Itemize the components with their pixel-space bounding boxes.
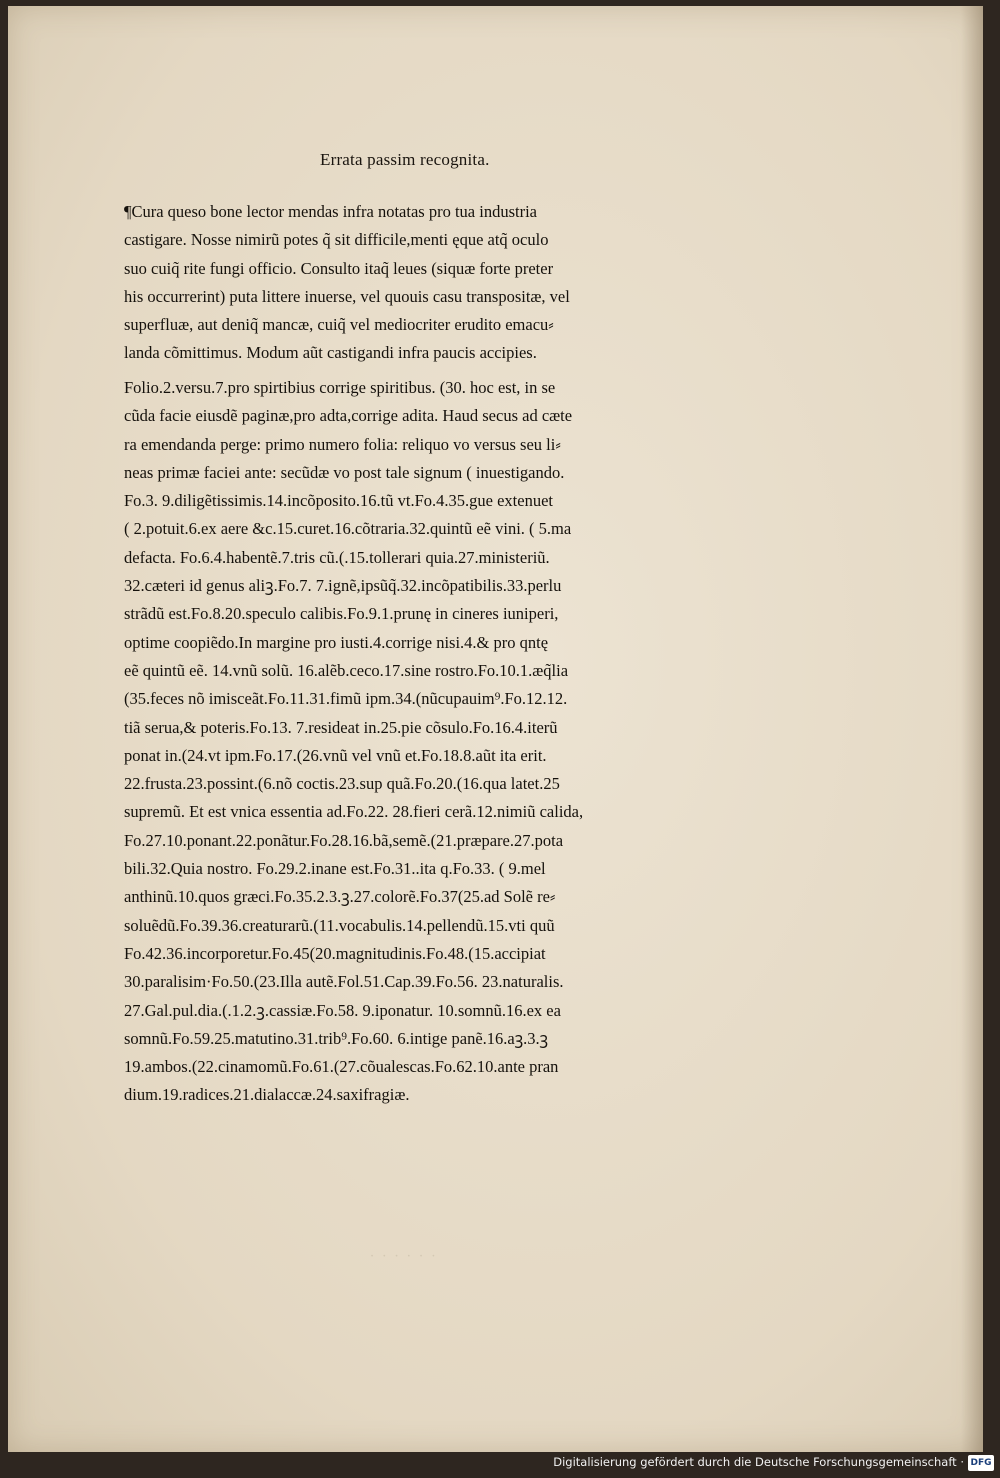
errata-line: bili.32.Quia nostro. Fo.29.2.inane est.Fo.31..ita q.Fo.33. ( 9.mel bbox=[124, 859, 546, 879]
document-page bbox=[8, 6, 983, 1452]
errata-line: defacta. Fo.6.4.habentẽ.7.tris cũ.(.15.tollerari quia.27.ministeriũ. bbox=[124, 547, 550, 567]
errata-line: Fo.27.10.ponant.22.ponãtur.Fo.28.16.bã,semẽ.(21.præpare.27.pota bbox=[124, 830, 564, 850]
errata-line: 30.paralisim·Fo.50.(23.Illa autẽ.Fol.51.Cap.39.Fo.56. 23.naturalis. bbox=[124, 972, 564, 992]
errata-line: (35.feces nõ imisceãt.Fo.11.31.fimũ ipm.34.(nũcupauim⁹.Fo.12.12. bbox=[124, 689, 568, 709]
errata-line: strãdũ est.Fo.8.20.speculo calibis.Fo.9.1.prunę in cineres iuniperi, bbox=[124, 604, 559, 624]
intro-line: suo cuiq̃ rite fungi officio. Consulto itaq̃ leues (siquæ forte preter bbox=[124, 258, 554, 278]
dfg-logo: DFG bbox=[968, 1455, 994, 1471]
errata-line: tiã serua,& poteris.Fo.13. 7.resideat in.25.pie cõsulo.Fo.16.4.iterũ bbox=[124, 717, 558, 737]
errata-line: anthinũ.10.quos græci.Fo.35.2.3.ꝫ.27.colorẽ.Fo.37(25.ad Solẽ re⸗ bbox=[124, 887, 556, 907]
intro-line: landa cõmittimus. Modum aũt castigandi infra paucis accipies. bbox=[124, 343, 537, 363]
intro-line: superfluæ, aut deniq̃ mancæ, cuiq̃ vel mediocriter erudito emacu⸗ bbox=[124, 315, 554, 335]
errata-line: Fo.3. 9.diligẽtissimis.14.incõposito.16.tũ vt.Fo.4.35.gue extenuet bbox=[124, 491, 553, 511]
errata-line: 27.Gal.pul.dia.(.1.2.ꝫ.cassiæ.Fo.58. 9.iponatur. 10.somnũ.16.ex ea bbox=[124, 1000, 561, 1020]
errata-line: 32.cæteri id genus aliꝫ.Fo.7. 7.ignẽ,ipsũq̃.32.incõpatibilis.33.perlu bbox=[124, 576, 562, 596]
errata-line: soluẽdũ.Fo.39.36.creaturarũ.(11.vocabulis.14.pellendũ.15.vti quũ bbox=[124, 915, 555, 935]
intro-line: his occurrerint) puta littere inuerse, vel quouis casu transpositæ, vel bbox=[124, 286, 570, 306]
errata-line: Fo.42.36.incorporetur.Fo.45(20.magnitudinis.Fo.48.(15.accipiat bbox=[124, 943, 546, 963]
errata-line: neas primæ faciei ante: secũdæ vo post tale signum ( inuestigando. bbox=[124, 462, 565, 482]
funding-credit: Digitalisierung gefördert durch die Deutsche Forschungsgemeinschaft · bbox=[553, 1455, 964, 1469]
errata-line: cũda facie eiusdẽ paginæ,pro adta,corrige adita. Haud secus ad cæte bbox=[124, 406, 573, 426]
intro-line: castigare. Nosse nimirũ potes q̃ sit difficile,menti ęque atq̃ oculo bbox=[124, 230, 549, 250]
errata-line: ( 2.potuit.6.ex aere &c.15.curet.16.cõtraria.32.quintũ eẽ vini. ( 5.ma bbox=[124, 519, 572, 539]
errata-list bbox=[124, 374, 784, 1110]
errata-line: ponat in.(24.vt ipm.Fo.17.(26.vnũ vel vnũ et.Fo.18.8.aũt ita erit. bbox=[124, 745, 547, 765]
errata-line: dium.19.radices.21.dialaccæ.24.saxifragiæ. bbox=[124, 1085, 410, 1105]
errata-line: supremũ. Et est vnica essentia ad.Fo.22. 28.fieri cerã.12.nimiũ calida, bbox=[124, 802, 584, 822]
bleed-through-mark: · · · · · · bbox=[370, 1249, 438, 1264]
intro-paragraph bbox=[124, 198, 784, 368]
errata-line: 19.ambos.(22.cinamomũ.Fo.61.(27.cõualescas.Fo.62.10.ante pran bbox=[124, 1057, 559, 1077]
errata-line: eẽ quintũ eẽ. 14.vnũ solũ. 16.alẽb.ceco.17.sine rostro.Fo.10.1.æq̃lia bbox=[124, 660, 569, 680]
errata-line: 22.frusta.23.possint.(6.nõ coctis.23.sup quã.Fo.20.(16.qua latet.25 bbox=[124, 774, 560, 794]
page-title: Errata passim recognita. bbox=[320, 150, 490, 169]
errata-line: somnũ.Fo.59.25.matutino.31.trib⁹.Fo.60. 6.intige panẽ.16.aꝫ.3.ꝫ bbox=[124, 1028, 549, 1048]
errata-line: Folio.2.versu.7.pro spirtibius corrige spiritibus. (30. hoc est, in se bbox=[124, 378, 556, 397]
errata-line: ra emendanda perge: primo numero folia: reliquo vo versus seu li⸗ bbox=[124, 434, 561, 454]
errata-line: optime coopiẽdo.In margine pro iusti.4.corrige nisi.4.& pro qntę bbox=[124, 632, 549, 652]
intro-line: ¶Cura queso bone lector mendas infra notatas pro tua industria bbox=[124, 202, 537, 221]
